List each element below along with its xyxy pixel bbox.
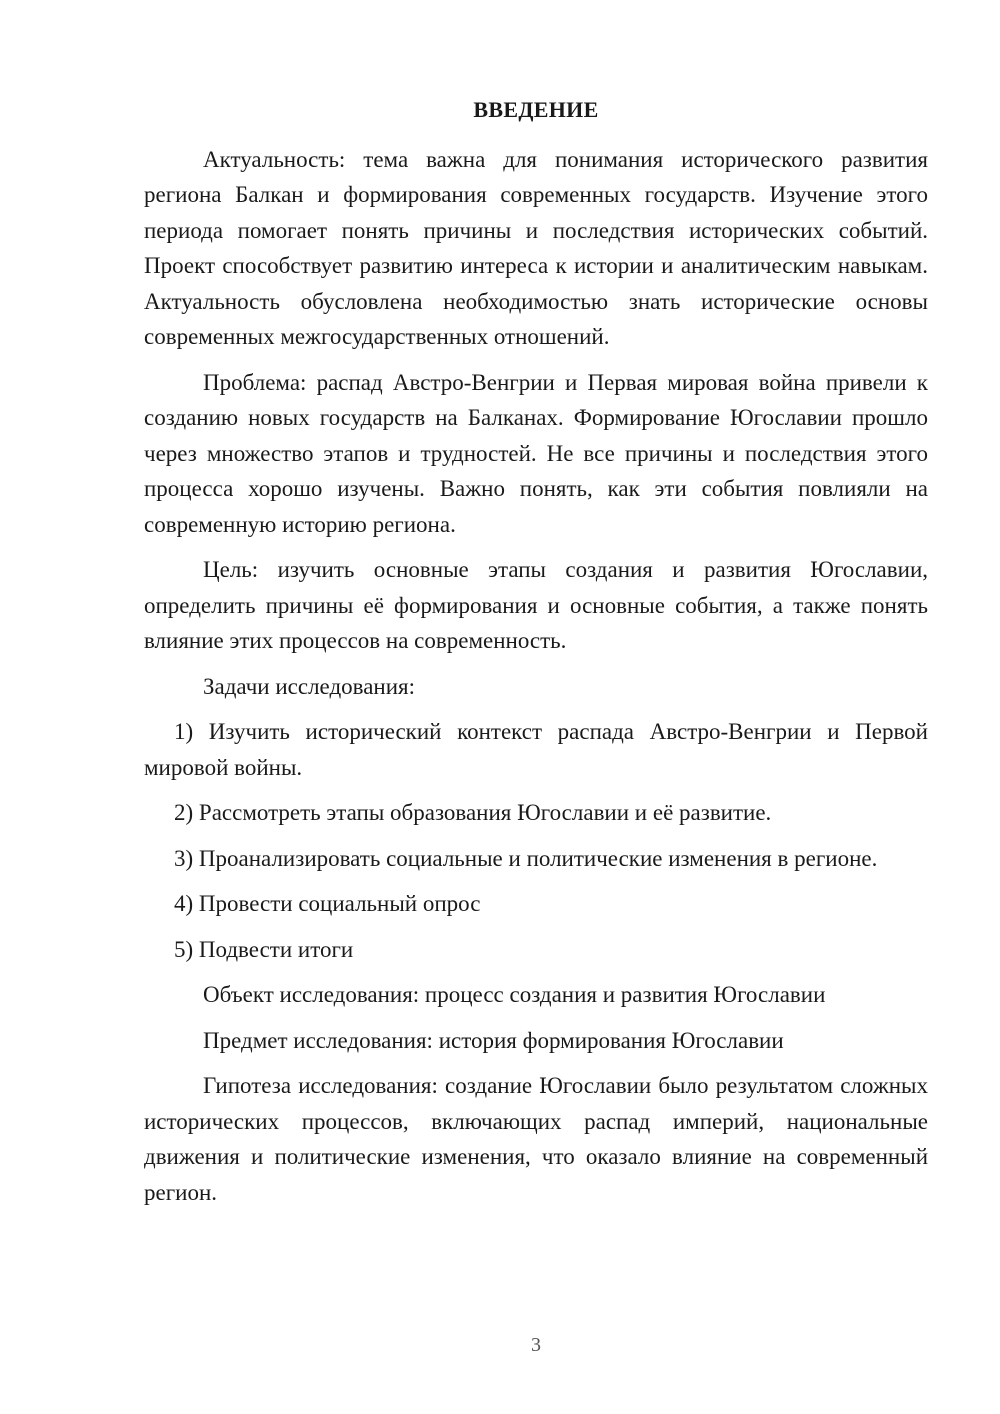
task-item-2: 2) Рассмотреть этапы образования Югославии и её развитие. <box>174 800 772 825</box>
task-item-4: 4) Провести социальный опрос <box>174 891 481 916</box>
page-number: 3 <box>531 1334 541 1356</box>
object-paragraph: Объект исследования: процесс создания и развития Югославии <box>203 982 826 1007</box>
hypothesis-paragraph: Гипотеза исследования: создание Югославии было результатом сложных исторических процессов, включающих распад империй, национальные движения и политические изменения, что оказало влияние на современный регион. <box>144 1073 928 1205</box>
tasks-list <box>144 714 928 967</box>
goal-paragraph: Цель: изучить основные этапы создания и развития Югославии, определить причины её формирования и основные события, а также понять влияние этих процессов на современность. <box>144 557 928 653</box>
task-item-1: 1) Изучить исторический контекст распада Австро-Венгрии и Первой мировой войны. <box>144 719 928 780</box>
document-page <box>144 92 928 1220</box>
task-item-5: 5) Подвести итоги <box>174 936 354 962</box>
task-item-3: 3) Проанализировать социальные и политические изменения в регионе. <box>174 845 878 871</box>
page-title: ВВЕДЕНИЕ <box>473 97 599 122</box>
problem-paragraph: Проблема: распад Австро-Венгрии и Первая мировая война привели к созданию новых государств на Балканах. Формирование Югославии прошло через множество этапов и трудностей. Не все причины и последствия этого процесса хорошо изучены. Важно понять, как эти события повлияли на современную историю региона. <box>144 369 928 537</box>
relevance-paragraph: Актуальность: тема важна для понимания исторического развития региона Балкан и формирования современных государств. Изучение этого периода помогает понять причины и последствия исторических событий. Проект способствует развитию интереса к истории и аналитическим навыкам. Актуальность обусловлена необходимостью знать исторические основы современных межгосударственных отношений. <box>144 146 928 349</box>
subject-paragraph: Предмет исследования: история формирования Югославии <box>203 1027 784 1053</box>
tasks-heading: Задачи исследования: <box>203 673 416 699</box>
